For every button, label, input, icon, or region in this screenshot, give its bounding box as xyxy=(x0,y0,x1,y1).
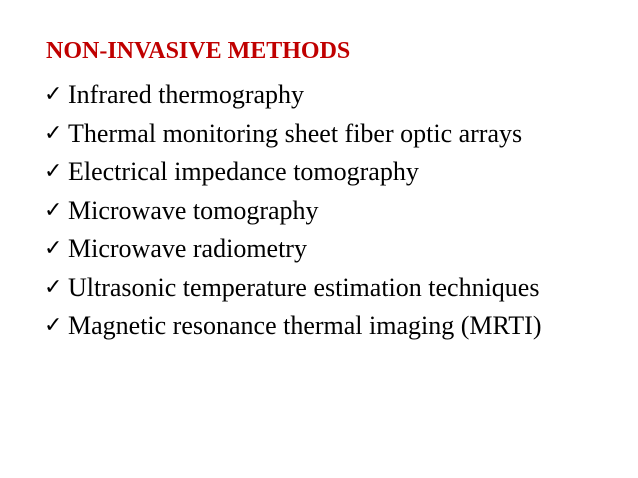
list-item xyxy=(44,192,604,231)
list-item-label: Microwave tomography xyxy=(68,195,319,225)
list-item xyxy=(44,153,604,192)
list-item xyxy=(44,269,604,308)
check-icon: ✓ xyxy=(44,120,63,146)
check-icon: ✓ xyxy=(44,197,63,223)
check-icon: ✓ xyxy=(44,236,63,261)
check-icon: ✓ xyxy=(44,159,63,184)
list-item xyxy=(44,230,604,269)
slide-heading: NON-INVASIVE METHODS xyxy=(46,38,351,64)
list-item-label: Electrical impedance tomography xyxy=(68,157,419,186)
list-item-label: Magnetic resonance thermal imaging (MRTI) xyxy=(68,311,542,340)
check-icon: ✓ xyxy=(44,82,63,107)
list-item-label: Ultrasonic temperature estimation techniques xyxy=(68,272,540,302)
methods-list xyxy=(44,76,604,346)
list-item-label: Infrared thermography xyxy=(68,80,305,109)
list-item xyxy=(44,115,604,154)
check-icon: ✓ xyxy=(44,274,63,300)
list-item xyxy=(44,76,604,115)
list-item-label: Thermal monitoring sheet fiber optic arrays xyxy=(68,118,523,148)
list-item xyxy=(44,307,604,346)
list-item-label: Microwave radiometry xyxy=(68,234,307,263)
check-icon: ✓ xyxy=(44,313,63,338)
